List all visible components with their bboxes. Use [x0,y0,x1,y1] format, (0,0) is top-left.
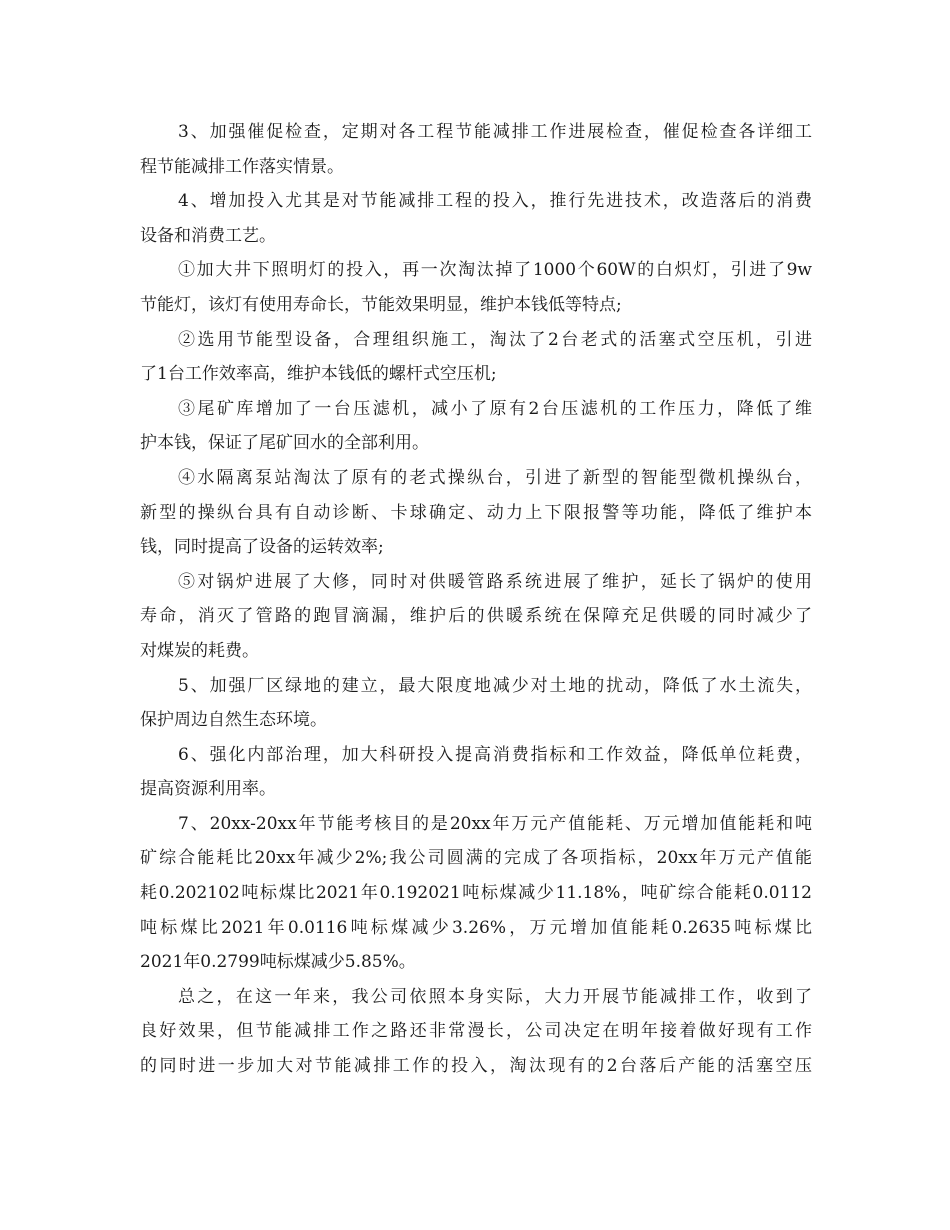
text-line: 节能灯，该灯有使用寿命长，节能效果明显，维护本钱低等特点; [140,294,622,315]
text-line: ②选用节能型设备，合理组织施工，淘汰了2台老式的活塞式空压机，引进 [178,329,812,350]
text-line: 保护周边自然生态环境。 [140,710,327,731]
text-line: 6、强化内部治理，加大科研投入提高消费指标和工作效益，降低单位耗费， [178,744,812,765]
text-line: 吨标煤比2021年0.0116吨标煤减少3.26%，万元增加值能耗0.2635吨标煤比 [140,917,812,938]
text-line: 钱，同时提高了设备的运转效率; [140,537,384,558]
document-body [140,115,812,1084]
text-line: 了1台工作效率高，维护本钱低的螺杆式空压机; [140,364,497,385]
text-line: 4、增加投入尤其是对节能减排工程的投入，推行先进技术，改造落后的消费 [178,191,812,212]
text-line: ④水隔离泵站淘汰了原有的老式操纵台，引进了新型的智能型微机操纵台， [178,467,812,488]
text-line: ⑤对锅炉进展了大修，同时对供暖管路系统进展了维护，延长了锅炉的使用 [178,571,812,592]
text-line: 护本钱，保证了尾矿回水的全部利用。 [140,433,429,454]
text-line: 矿综合能耗比20xx年减少2%;我公司圆满的完成了各项指标，20xx年万元产值能 [140,848,812,869]
text-line: 的同时进一步加大对节能减排工作的投入，淘汰现有的2台落后产能的活塞空压 [140,1056,812,1077]
text-line: 总之，在这一年来，我公司依照本身实际，大力开展节能减排工作，收到了 [178,986,812,1007]
text-line: 3、加强催促检查，定期对各工程节能减排工作进展检查，催促检查各详细工 [178,122,812,142]
text-line: 对煤炭的耗费。 [140,640,259,661]
text-line: 良好效果，但节能减排工作之路还非常漫长，公司决定在明年接着做好现有工作 [140,1021,812,1042]
text-line: 2021年0.2799吨标煤减少5.85%。 [140,952,416,973]
text-line: 7、20xx-20xx年节能考核目的是20xx年万元产值能耗、万元增加值能耗和吨 [178,813,812,834]
text-line: 程节能减排工作落实情景。 [140,156,344,177]
text-line: 寿命，消灭了管路的跑冒滴漏，维护后的供暖系统在保障充足供暖的同时减少了 [140,606,812,627]
text-line: ①加大井下照明灯的投入，再一次淘汰掉了1000个60W的白炽灯，引进了9w [178,260,812,281]
text-line: ③尾矿库增加了一台压滤机，减小了原有2台压滤机的工作压力，降低了维 [178,398,812,419]
text-line: 设备和消费工艺。 [140,225,276,246]
text-line: 提高资源利用率。 [140,779,276,800]
text-line: 5、加强厂区绿地的建立，最大限度地减少对土地的扰动，降低了水土流失， [178,675,812,696]
text-line: 新型的操纵台具有自动诊断、卡球确定、动力上下限报警等功能，降低了维护本 [140,502,812,523]
text-line: 耗0.202102吨标煤比2021年0.192021吨标煤减少11.18%，吨矿综合能耗0.0112 [140,883,812,904]
